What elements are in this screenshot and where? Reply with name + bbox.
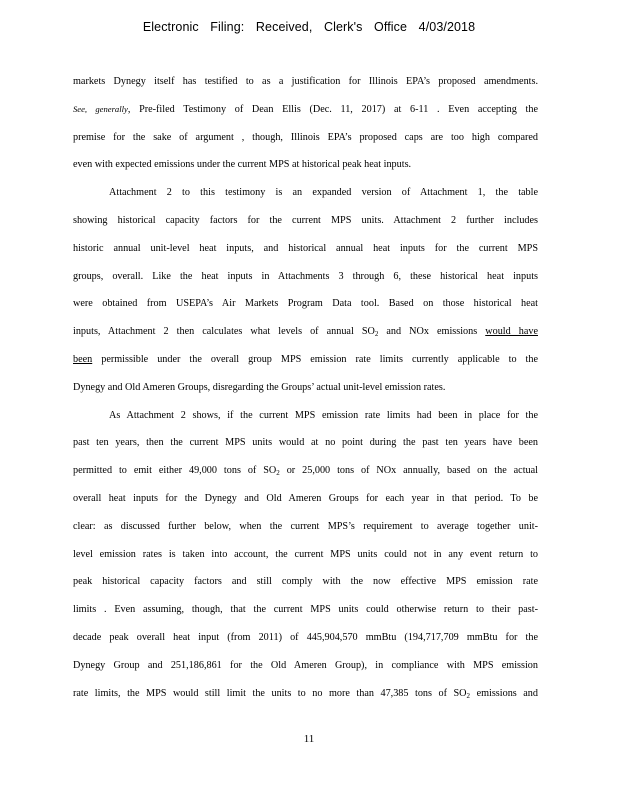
text-line: decade peak overall heat input (from 2011) of 445,904,570 mmBtu (194,717,709 mmBtu for the — [73, 631, 538, 643]
text-line: Dynegy Group and 251,186,861 for the Old Ameren Group), in compliance with MPS emission — [73, 659, 538, 671]
text-span: permissible under the overall group MPS emission rate limits currently applicable to the — [92, 353, 538, 365]
text-line: Attachment 2 to this testimony is an expanded version of Attachment 1, the table — [109, 187, 538, 199]
text-span: rate limits, the MPS would still limit the units to no more than 47,385 tons of SO — [73, 687, 467, 699]
text-line — [73, 680, 538, 708]
text-line: were obtained from USEPA’s Air Markets Program Data tool. Based on those historical heat — [73, 298, 538, 310]
text-span: Pre-filed Testimony of Dean Ellis (Dec. 11, 2017) at 6-11 . Even accepting the — [139, 103, 539, 115]
text-span: permitted to emit either 49,000 tons of SO — [73, 465, 277, 477]
filing-header: Electronic Filing: Received, Clerk's Office 4/03/2018 — [142, 20, 476, 34]
text-line: peak historical capacity factors and still comply with the now effective MPS emission rate — [73, 576, 538, 588]
underlined-text: would have — [485, 326, 538, 338]
text-span: inputs, Attachment 2 then calculates what levels of annual SO — [73, 326, 375, 338]
text-line: overall heat inputs for the Dynegy and Old Ameren Groups for each year in that period. To be — [73, 492, 538, 504]
subscript: 2 — [276, 469, 280, 478]
text-span: emissions and — [470, 687, 538, 699]
text-line: As Attachment 2 shows, if the current MPS emission rate limits had been in place for the — [109, 409, 538, 421]
text-line: See, generally, Pre-filed Testimony of Dean Ellis (Dec. 11, 2017) at 6-11 . Even accepting the — [73, 103, 539, 115]
text-line: level emission rates is taken into account, the current MPS units could not in any event return to — [73, 548, 538, 560]
text-line: clear: as discussed further below, when the current MPS’s requirement to average together unit- — [73, 520, 538, 532]
text-span: or 25,000 tons of NOx annually, based on the actual — [279, 465, 538, 477]
subscript: 2 — [466, 691, 471, 700]
text-line: markets Dynegy itself has testified to as a justification for Illinois EPA’s proposed amendments. — [73, 76, 538, 87]
page-number: 11 — [303, 733, 315, 745]
text-line: even with expected emissions under the current MPS at historical peak heat inputs. — [73, 159, 412, 171]
text-line — [73, 457, 538, 485]
text-line — [73, 318, 538, 346]
text-line: past ten years, then the current MPS units would at no point during the past ten years have been — [73, 437, 538, 449]
citation-signal: See, generally — [73, 103, 128, 114]
text-line: showing historical capacity factors for the current MPS units. Attachment 2 further includes — [73, 214, 538, 226]
text-line: limits . Even assuming, though, that the current MPS units could otherwise return to their past- — [73, 604, 538, 616]
subscript: 2 — [374, 330, 379, 339]
text-line — [73, 346, 538, 374]
text-line: groups, overall. Like the heat inputs in Attachments 3 through 6, these historical heat inputs — [73, 270, 538, 282]
text-span: and NOx emissions — [378, 326, 478, 338]
testimony-body — [73, 68, 538, 707]
text-line: historic annual unit-level heat inputs, and historical annual heat inputs for the current MPS — [73, 242, 538, 254]
text-line: premise for the sake of argument , though, Illinois EPA’s proposed caps are too high compared — [73, 131, 538, 143]
text-line: Dynegy and Old Ameren Groups, disregarding the Groups’ actual unit-level emission rates. — [73, 381, 446, 393]
underlined-text: been — [73, 353, 93, 365]
